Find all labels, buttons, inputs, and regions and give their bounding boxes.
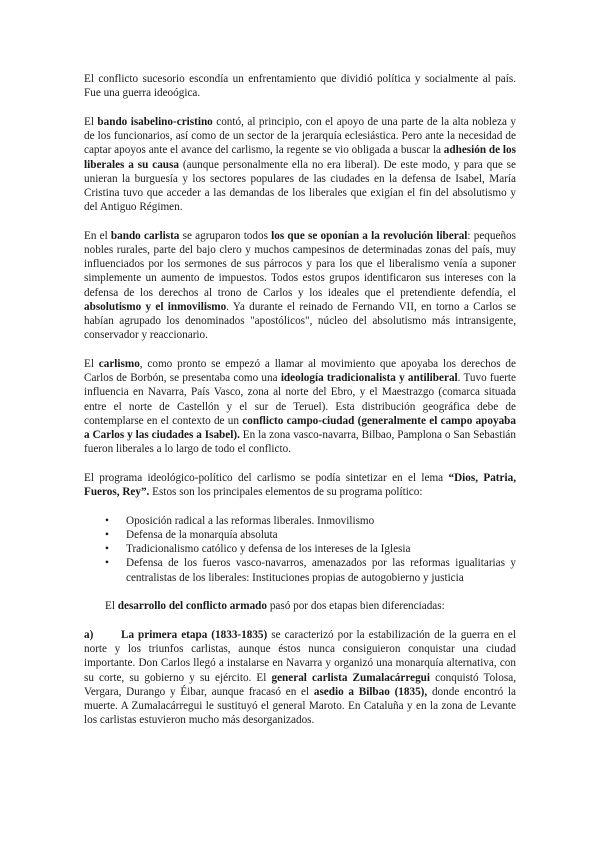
- bold-term: desarrollo del conflicto armado: [117, 600, 268, 613]
- bold-term: conflicto campo-ciudad (generalmente el campo apoyaba a Carlos y las ciudades a Isabel).: [84, 414, 517, 441]
- list-item: • Tradicionalismo católico y defensa de los intereses de la Iglesia: [105, 542, 516, 556]
- bold-term: ideología tradicionalista y antiliberal: [280, 372, 458, 385]
- bold-term: bando isabelino-cristino: [97, 115, 213, 128]
- bold-term: los que se oponían a la revolución liberal: [271, 229, 468, 242]
- programa-paragraph: El programa ideológico-político del carlismo se podía sintetizar en el lema “Dios, Patria, Fueros, Rey”. Estos son los principales elementos de su programa político:: [84, 471, 516, 499]
- primera-etapa-paragraph: a) La primera etapa (1833-1835) se caracterizó por la estabilización de la guerra en el norte y los triunfos carlistas, aunque éstos nunca consiguieron conquistar una ciudad importante. Don Carlos llegó a instalarse en Navarra y organizó una monarquía alternativa, con su corte, su gobierno y su ejército. El general carlista Zumalacárregui conquistó Tolosa, Vergara, Durango y Éibar, aunque fracasó en el asedio a Bilbao (1835), donde encontró la muerte. A Zumalacárregui le sustituyó el general Maroto. En Cataluña y en la zona de Levante los carlistas estuvieron mucho más desorganizados.: [84, 629, 516, 727]
- bold-term: asedio a Bilbao (1835),: [313, 685, 428, 698]
- bold-term: adhesión de los liberales a su causa: [84, 144, 516, 171]
- programa-bullet-list: [84, 514, 516, 585]
- bold-term: absolutismo y el inmovilismo: [84, 300, 227, 313]
- desarrollo-paragraph: El desarrollo del conflicto armado pasó por dos etapas bien diferenciadas:: [105, 600, 445, 613]
- list-item: • Defensa de la monarquía absoluta: [105, 528, 516, 542]
- carlismo-paragraph: El carlismo, como pronto se empezó a llamar al movimiento que apoyaba los derechos de Carlos de Borbón, se presentaba como una ideología tradicionalista y antiliberal. Tuvo fuerte influencia en Navarra, País Vasco, zona al norte del Ebro, y el Maestrazgo (comarca situada entre el norte de Castellón y el sur de Teruel). Esta distribución geográfica debe de contemplarse en el contexto de un conflicto campo-ciudad (generalmente el campo apoyaba a Carlos y las ciudades a Isabel). En la zona vasco-navarra, Bilbao, Pamplona o San Sebastián fueron liberales a lo largo de todo el conflicto.: [84, 357, 517, 456]
- document-page: [84, 72, 516, 727]
- list-item: • Oposición radical a las reformas liberales. Inmovilismo: [105, 514, 516, 528]
- bold-term: “Dios, Patria, Fueros, Rey”.: [84, 471, 516, 499]
- list-item: • Defensa de los fueros vasco-navarros, amenazados por las reformas igualitarias y centralistas de los liberales: Instituciones propias de autogobierno y justicia: [105, 556, 516, 584]
- bold-term: La primera etapa (1833-1835): [121, 629, 268, 641]
- isabelino-paragraph: El bando isabelino-cristino contó, al principio, con el apoyo de una parte de la alta nobleza y de los funcionarios, así como de un sector de la jerarquía eclesiástica. Pero ante la necesidad de captar apoyos ante el avance del carlismo, la regente se vio obligada a buscar la adhesión de los liberales a su causa (aunque personalmente ella no era liberal). De este modo, y para que se unieran la burguesía y los sectores populares de las ciudades en la defensa de Isabel, María Cristina tuvo que acceder a las demandas de los liberales que exigían el fin del absolutismo y del Antiguo Régimen.: [84, 115, 517, 214]
- list-label: a): [84, 629, 94, 641]
- bold-term: carlismo: [98, 357, 140, 370]
- carlista-paragraph: En el bando carlista se agruparon todos los que se oponían a la revolución liberal: pequeños nobles rurales, parte del bajo clero y muchos campesinos de determinadas zonas del país, muy influenciados por los sermones de sus párrocos y para los que el liberalismo venía a suponer simplemente un aumento de impuestos. Todos estos grupos identificaron sus intereses con la defensa de los derechos al trono de Carlos y los ideales que el pretendiente defendía, el absolutismo y el inmovilismo. Ya durante el reinado de Fernando VII, en torno a Carlos se habían agrupado los denominados "apostólicos", núcleo del absolutismo más intransigente, conservador y reaccionario.: [84, 229, 516, 342]
- bold-term: general carlista Zumalacárregui: [271, 671, 431, 684]
- bold-term: bando carlista: [110, 229, 180, 242]
- intro-paragraph: El conflicto sucesorio escondía un enfrentamiento que dividió política y socialmente al país. Fue una guerra ideoógica.: [84, 73, 516, 100]
